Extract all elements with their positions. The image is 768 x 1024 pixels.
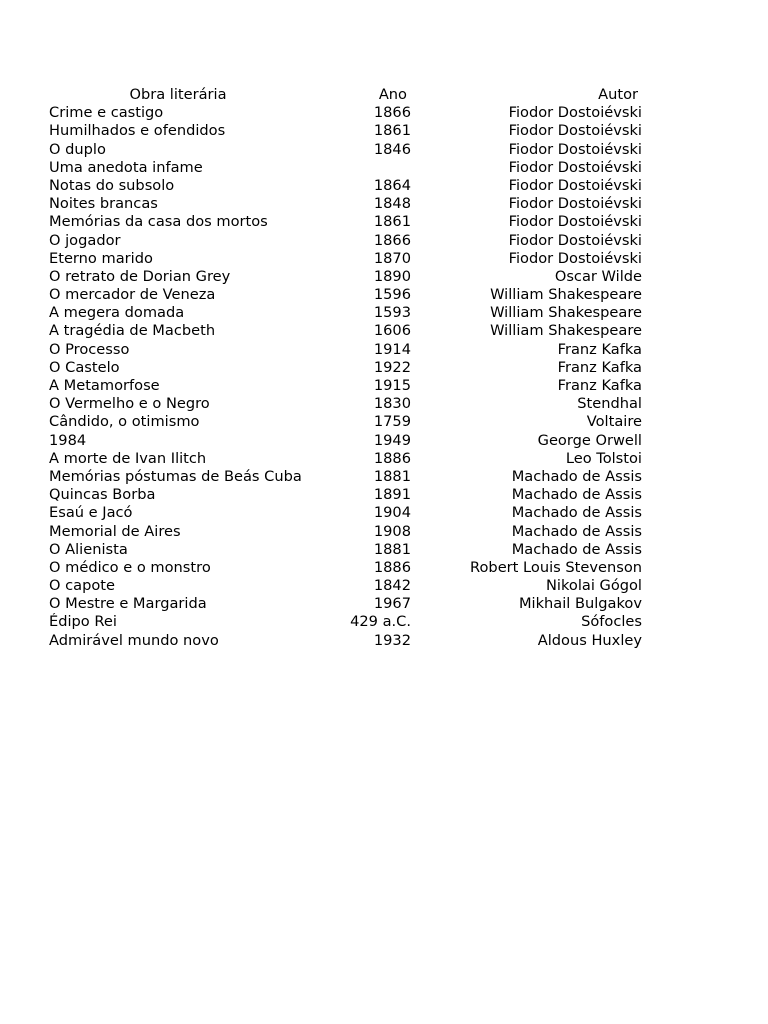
year-cell: 1922: [373, 358, 411, 376]
year-cell: 1914: [373, 340, 411, 358]
author-cell: Fiodor Dostoiévski: [508, 122, 642, 140]
table-row: [48, 213, 644, 231]
book-title-cell: Quincas Borba: [49, 486, 156, 504]
table-header-row: [48, 86, 644, 104]
author-cell: Fiodor Dostoiévski: [508, 231, 642, 249]
book-title-cell: O Processo: [49, 340, 130, 358]
book-title-cell: Eterno marido: [49, 249, 153, 267]
author-cell: Leo Tolstoi: [565, 449, 642, 467]
book-title-cell: O Vermelho e o Negro: [49, 395, 210, 413]
table-row: [48, 304, 644, 322]
year-cell: 1870: [373, 249, 411, 267]
year-cell: 1886: [373, 449, 411, 467]
year-cell: 1908: [373, 522, 411, 540]
book-title-cell: A morte de Ivan Ilitch: [49, 449, 207, 467]
year-cell: 1932: [373, 631, 411, 649]
year-cell: 1904: [373, 504, 411, 522]
book-title-cell: O mercador de Veneza: [49, 286, 216, 304]
author-cell: Machado de Assis: [511, 540, 642, 558]
book-title-cell: Memorial de Aires: [49, 522, 181, 540]
author-cell: Nikolai Gógol: [545, 577, 642, 595]
table-row: [48, 613, 644, 631]
table-row: [48, 468, 644, 486]
book-title-cell: 1984: [49, 431, 87, 449]
author-cell: Franz Kafka: [557, 377, 642, 394]
book-title-cell: O capote: [49, 577, 115, 595]
table-body: [48, 104, 644, 650]
table-row: [48, 523, 644, 541]
author-cell: William Shakespeare: [490, 322, 642, 340]
year-cell: 1606: [373, 322, 411, 340]
year-cell: 1915: [373, 377, 411, 394]
table-row: [48, 141, 644, 159]
table-row: [48, 504, 644, 522]
book-title-cell: O jogador: [49, 231, 121, 249]
table-row: [48, 632, 644, 650]
book-title-cell: Humilhados e ofendidos: [49, 122, 226, 140]
author-cell: Sófocles: [581, 613, 642, 631]
year-cell: 1861: [373, 213, 411, 231]
author-cell: Machado de Assis: [511, 504, 642, 522]
year-cell: 1866: [373, 104, 411, 122]
table-row: [48, 122, 644, 140]
table-row: [48, 432, 644, 450]
book-title-cell: Memórias da casa dos mortos: [49, 213, 268, 231]
book-title-cell: Uma anedota infame: [49, 158, 203, 176]
year-cell: 1846: [373, 140, 411, 158]
author-cell: Fiodor Dostoiévski: [508, 104, 642, 122]
book-title-cell: Memórias póstumas de Beás Cuba: [49, 467, 302, 485]
table-row: [48, 268, 644, 286]
author-cell: Fiodor Dostoiévski: [508, 176, 642, 194]
year-cell: [311, 159, 411, 177]
book-title-cell: Admirável mundo novo: [49, 631, 219, 649]
book-title-cell: Cândido, o otimismo: [49, 413, 200, 431]
author-cell: Oscar Wilde: [554, 267, 642, 285]
author-cell: Franz Kafka: [557, 358, 642, 376]
header-title: Obra literária: [129, 86, 227, 103]
year-cell: 1759: [373, 413, 411, 431]
book-title-cell: O médico e o monstro: [49, 558, 211, 576]
author-cell: Stendhal: [577, 395, 642, 413]
table-row: [48, 486, 644, 504]
year-cell: 1861: [373, 122, 411, 140]
table-row: [48, 104, 644, 122]
table-row: [48, 359, 644, 377]
table-row: [48, 559, 644, 577]
book-title-cell: Édipo Rei: [49, 613, 117, 631]
table-row: [48, 395, 644, 413]
author-cell: Machado de Assis: [511, 522, 642, 540]
book-title-cell: O Alienista: [49, 540, 128, 558]
table-row: [48, 286, 644, 304]
book-title-cell: Esaú e Jacó: [49, 504, 133, 522]
book-title-cell: Notas do subsolo: [49, 176, 175, 194]
table-row: [48, 450, 644, 468]
book-title-cell: A tragédia de Macbeth: [49, 322, 216, 340]
table-row: [48, 577, 644, 595]
year-cell: 1967: [373, 595, 411, 613]
book-title-cell: O retrato de Dorian Grey: [49, 267, 231, 285]
author-cell: Machado de Assis: [511, 486, 642, 504]
table-row: [48, 341, 644, 359]
table-row: [48, 413, 644, 431]
table-row: [48, 159, 644, 177]
year-cell: 1881: [373, 467, 411, 485]
author-cell: William Shakespeare: [490, 286, 642, 304]
table-row: [48, 177, 644, 195]
author-cell: Fiodor Dostoiévski: [508, 140, 642, 158]
author-cell: Robert Louis Stevenson: [470, 558, 642, 576]
year-cell: 1848: [373, 195, 411, 213]
author-cell: Aldous Huxley: [537, 631, 642, 649]
book-title-cell: A megera domada: [49, 304, 185, 322]
author-cell: Mikhail Bulgakov: [518, 595, 642, 613]
year-cell: 1830: [373, 395, 411, 413]
year-cell: 1596: [373, 286, 411, 304]
book-title-cell: A Metamorfose: [49, 377, 160, 394]
author-cell: Franz Kafka: [557, 340, 642, 358]
author-cell: George Orwell: [537, 431, 642, 449]
year-cell: 1593: [373, 304, 411, 322]
author-cell: Fiodor Dostoiévski: [508, 195, 642, 213]
year-cell: 1886: [373, 558, 411, 576]
table-row: [48, 232, 644, 250]
year-cell: 1842: [373, 577, 411, 595]
book-title-cell: O Mestre e Margarida: [49, 595, 207, 613]
book-title-cell: O Castelo: [49, 358, 120, 376]
year-cell: 1864: [373, 176, 411, 194]
book-title-cell: Noites brancas: [49, 195, 158, 213]
header-author: Autor: [598, 86, 638, 103]
table-row: [48, 541, 644, 559]
author-cell: Fiodor Dostoiévski: [508, 213, 642, 231]
table-row: [48, 250, 644, 268]
table-row: [48, 377, 644, 395]
book-table: [48, 86, 644, 650]
table-row: [48, 595, 644, 613]
year-cell: 1866: [373, 231, 411, 249]
year-cell: 1890: [373, 267, 411, 285]
author-cell: Fiodor Dostoiévski: [508, 249, 642, 267]
author-cell: William Shakespeare: [490, 304, 642, 322]
year-cell: 1881: [373, 540, 411, 558]
table-row: [48, 195, 644, 213]
book-title-cell: O duplo: [49, 140, 106, 158]
year-cell: 1891: [373, 486, 411, 504]
author-cell: Voltaire: [586, 413, 642, 431]
year-cell: 1949: [373, 431, 411, 449]
year-cell: 429 a.C.: [350, 613, 411, 631]
table-row: [48, 322, 644, 340]
book-title-cell: Crime e castigo: [49, 104, 164, 122]
author-cell: Machado de Assis: [511, 467, 642, 485]
header-year: Ano: [378, 86, 407, 103]
author-cell: Fiodor Dostoiévski: [508, 158, 642, 176]
